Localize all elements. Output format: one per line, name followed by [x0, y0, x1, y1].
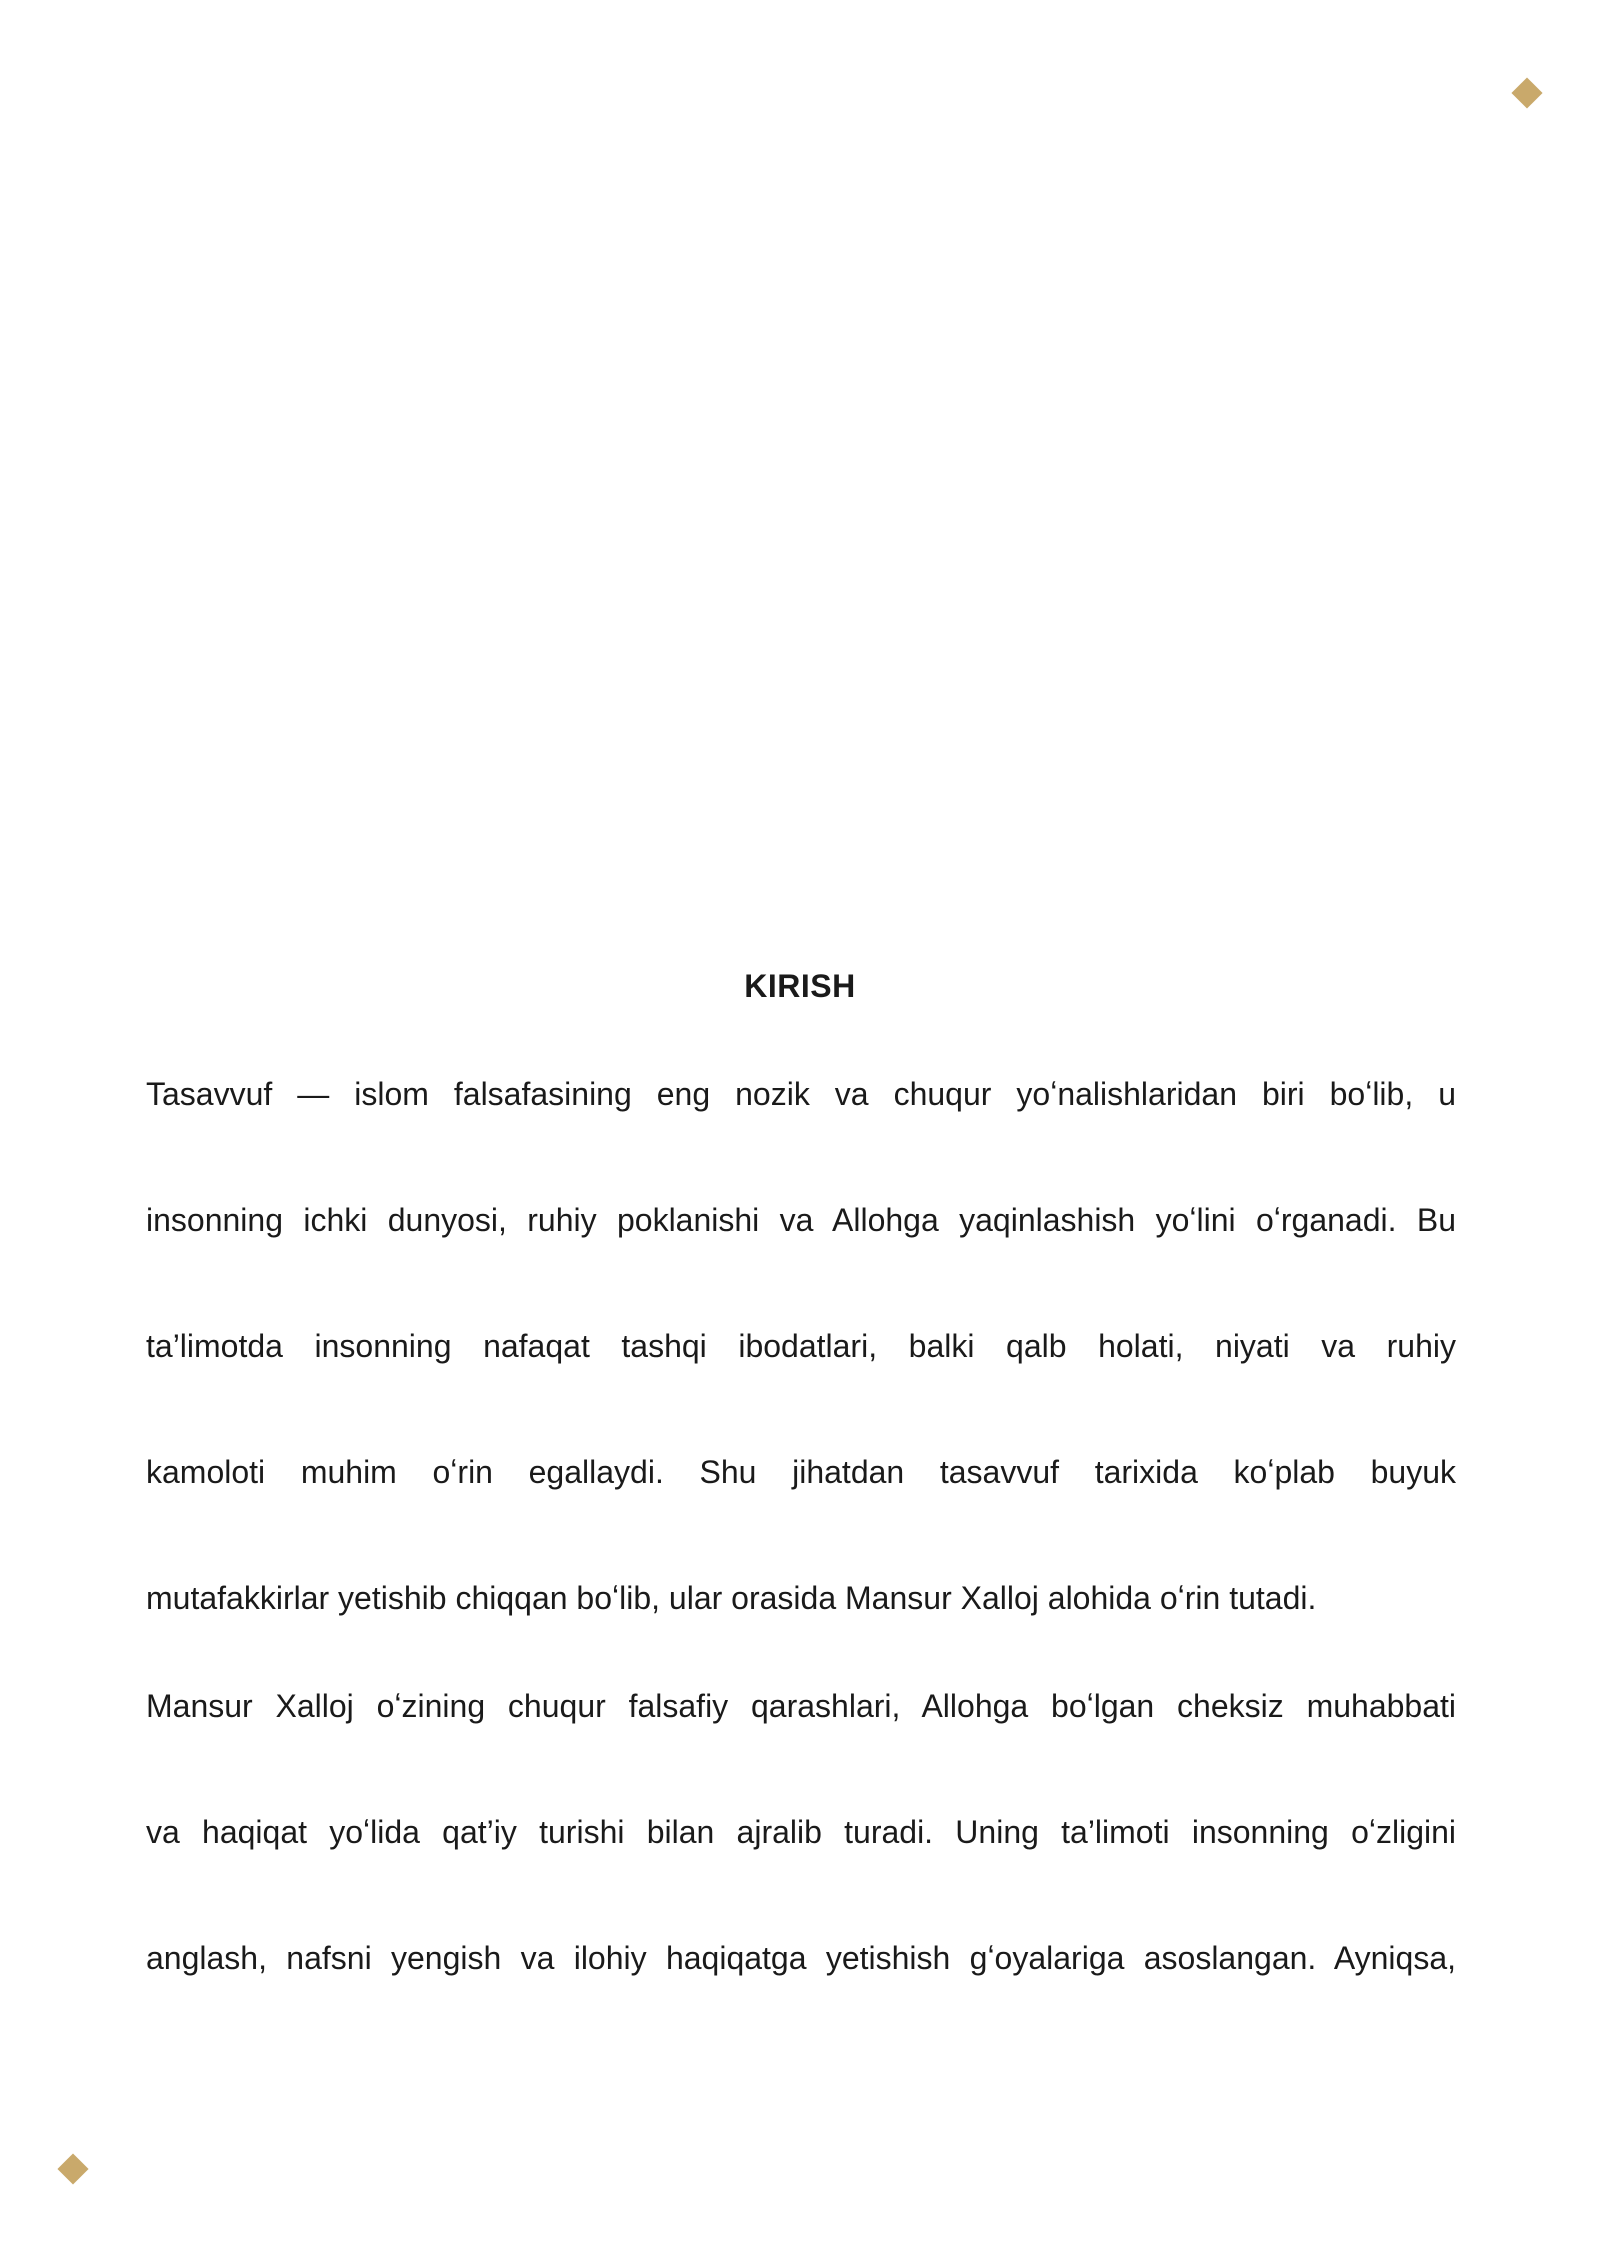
text-line: Mansur Xalloj oʻzining chuqur falsafiy qarashlari, Allohga boʻlgan cheksiz muhabbati	[146, 1688, 1456, 1724]
paragraph-intro	[146, 1074, 1456, 1618]
text-line: kamoloti muhim oʻrin egallaydi. Shu jihatdan tasavvuf tarixida koʻplab buyuk	[146, 1454, 1456, 1490]
paragraph-mansur	[146, 1686, 1456, 1978]
text-line: anglash, nafsni yengish va ilohiy haqiqatga yetishish gʻoyalariga asoslangan. Ayniqsa,	[146, 1940, 1456, 1976]
text-line: insonning ichki dunyosi, ruhiy poklanishi va Allohga yaqinlashish yoʻlini oʻrganadi. Bu	[146, 1202, 1456, 1238]
text-line: Tasavvuf — islom falsafasining eng nozik va chuqur yoʻnalishlaridan biri boʻlib, u	[146, 1076, 1456, 1112]
diamond-ornament-icon	[57, 2153, 88, 2184]
diamond-ornament-icon	[1511, 77, 1542, 108]
text-line: va haqiqat yoʻlida qat’iy turishi bilan ajralib turadi. Uning ta’limoti insonning oʻzligini	[146, 1814, 1456, 1850]
section-heading: KIRISH	[744, 968, 856, 1004]
text-line: mutafakkirlar yetishib chiqqan boʻlib, ular orasida Mansur Xalloj alohida oʻrin tutadi.	[146, 1580, 1317, 1616]
text-line: ta’limotda insonning nafaqat tashqi ibodatlari, balki qalb holati, niyati va ruhiy	[146, 1328, 1456, 1364]
